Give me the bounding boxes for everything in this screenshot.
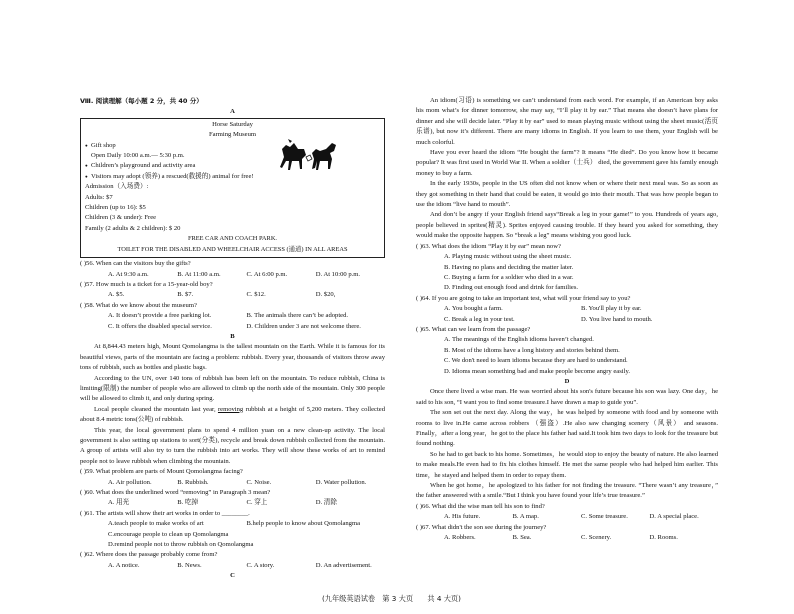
horse-illustration <box>276 137 338 173</box>
poster-admission: Admission（入场费）: <box>85 183 149 191</box>
option-a: A. The meanings of the English idioms haven’t changed. <box>444 336 594 344</box>
question-stem: ( )67. What didn't the son see during the journey? <box>416 523 547 531</box>
question-59 <box>80 467 385 488</box>
question-stem: ( )57. How much is a ticket for a 15-year-old boy? <box>80 280 213 288</box>
poster-children-small: Children (3 & under): Free <box>85 214 157 222</box>
option-a: A. 用光 <box>108 499 130 507</box>
passage-d-letter: D <box>564 377 570 385</box>
option-c: C. Break a leg in your test. <box>444 315 515 323</box>
passage-c-paragraph-1: An idiom(习语) is something we can’t understand from each word. For example, if an American boy asks his mom what’s for dinner tomorrow, she may say, “I’ll play it by ear.” That means she doesn’t have plans for dinner and she will decide later. “Play it by ear” used to mean playing music without using the sheet music(活页乐谱), but now it’s different. There are many idioms in English. If you learn to use them, your English will be much colorful. <box>416 97 718 146</box>
option-d: D. Water pollution. <box>315 478 367 486</box>
question-63 <box>416 242 718 294</box>
poster-adults: Adults: $7 <box>85 193 113 201</box>
option-b: B.help people to know about Qomolangma <box>246 520 361 528</box>
option-a: A. Robbers. <box>444 534 476 542</box>
underlined-word: removing <box>217 405 244 413</box>
question-stem: ( )61. The artists will show their art works in order to ________. <box>80 509 250 517</box>
option-c: C. A story. <box>246 561 275 569</box>
option-b: B. The animals there can’t be adopted. <box>246 312 349 320</box>
option-a: A. You bought a farm. <box>444 305 503 313</box>
option-b: B. Rubbish. <box>177 478 209 486</box>
question-57 <box>80 280 385 301</box>
option-a: A. A notice. <box>108 561 140 569</box>
option-d: D. Children under 3 are not welcome there. <box>246 322 361 330</box>
option-d: D. An advertisement. <box>315 561 372 569</box>
question-66 <box>416 502 718 523</box>
option-a: A. At 9:30 a.m. <box>108 270 149 278</box>
question-65 <box>416 325 718 377</box>
passage-c-paragraph-3: In the early 1930s, people in the US often did not know when or where their next meal was. So as soon as they got something in their hand that could be eaten, it would go into their mouth. That was how people began to use the idiom “live hand to mouth”. <box>416 180 718 209</box>
option-a: A.teach people to make works of art <box>108 520 204 528</box>
passage-c-paragraph-4: And don’t be angry if your English friend says“Break a leg in your game!” to you. Hundreds of years ago, people believed in sprites(精灵). Sprites enjoyed causing trouble. If they heard you asked for something, they would make the opposite happen. So “break a leg” means wishing you good luck. <box>416 211 718 240</box>
poster-adopt: ● Visitors may adopt (领养) a rescued(救援的) animal for free! <box>85 172 380 182</box>
poster-toilet: TOILET FOR THE DISABLED AND WHEELCHAIR ACCESS (通道) IN ALL AREAS <box>117 245 348 253</box>
passage-c-paragraph-2: Have you ever heard the idiom “He bought the farm”? It means “He died”. Do you know how it became popular? It was first used in World War II. When a soldier（士兵） died, the government gave his family enough money to buy a farm. <box>416 149 718 177</box>
question-58 <box>80 301 385 332</box>
question-64 <box>416 294 718 325</box>
option-a: A. His future. <box>444 513 481 521</box>
option-c: C. We don't need to learn idioms because they are hard to understand. <box>444 357 628 365</box>
option-a: A. Air pollution. <box>108 478 152 486</box>
option-b: B. Most of the idioms have a long history and stories behind them. <box>444 346 620 354</box>
passage-b-letter: B <box>230 332 235 340</box>
option-a: A. $5. <box>108 291 125 299</box>
option-c: C. It offers the disabled special service. <box>108 322 212 330</box>
poster-gift-shop: ● Gift shop <box>85 141 380 151</box>
poster-open-hours: Open Daily 10:00 a.m.— 5:30 p.m. <box>91 152 185 160</box>
poster-free-park: FREE CAR AND COACH PARK. <box>187 235 278 243</box>
question-62 <box>80 550 385 571</box>
passage-b-paragraph-1: At 8,844.43 meters high, Mount Qomolangma is the tallest mountain on the Earth. While it is famous for its beautiful views, parts of the mountain are facing a problem: rubbish. Every year, thousands of visitors throw away tons of rubbish, such as bottles and plastic bags. <box>80 343 385 372</box>
section-title: Ⅷ. 阅读理解（每小题 2 分，共 40 分） <box>80 97 203 105</box>
left-column <box>80 96 385 582</box>
question-stem: ( )64. If you are going to take an important test, what will your friend say to you? <box>416 294 631 302</box>
question-stem: ( )58. What do we know about the museum? <box>80 301 197 309</box>
page-footer: (九年级英语试卷 第 3 大页 共 4 大页) <box>322 594 461 603</box>
poster-family: Family (2 adults & 2 children): $ 20 <box>85 224 181 232</box>
passage-d-paragraph-2: The son set out the next day. Along the way，he was helped by someone with food and by someone with rooms to live in.He came across robbers （强盗）.He also saw changing scenery（风景） and seasons. Finally，after a long year，he got to the place his father had said.It took him two days to look for the treasure but found nothing. <box>416 409 718 448</box>
question-61 <box>80 509 385 551</box>
passage-d-paragraph-1: Once there lived a wise man. He was worried about his son's future because his son was lazy. One day，he said to his son, “I want you to find some treasure.I have drawn a map to guide you”. <box>416 388 718 406</box>
passage-b-paragraph-2: According to the UN, over 140 tons of rubbish has been left on the mountain. To reduce rubbish, China is limiting(限制) the number of people who are allowed to climb up the north side of the mountain. Only 300 people will be allowed to climb it, and only during spring. <box>80 374 385 403</box>
option-d: D. At 10:00 p.m. <box>315 270 361 278</box>
option-b: B. A map. <box>512 513 539 521</box>
passage-c-letter: C <box>230 572 235 580</box>
option-b: B. News. <box>177 561 202 569</box>
option-c: C. 穿上 <box>246 499 268 507</box>
option-c: C.encourage people to clean up Qomolangma <box>108 530 229 538</box>
option-c: C. Some treasure. <box>581 513 628 521</box>
passage-d-paragraph-4: When he got home，he apologized to his father for not finding the treasure. “There wasn’t any treasure，” the father answered with a smile.“But I think you have found your life’s true treasure.” <box>416 482 718 500</box>
question-stem: ( )63. What does the idiom “Play it by ear” mean now? <box>416 242 561 250</box>
option-d: D. Rooms. <box>649 534 678 542</box>
option-b: B. Sea. <box>512 534 532 542</box>
option-c: C. At 6:00 p.m. <box>246 270 288 278</box>
question-stem: ( )62. Where does the passage probably come from? <box>80 551 218 559</box>
question-67 <box>416 523 718 544</box>
museum-poster <box>80 118 385 258</box>
option-d: D. Idioms mean something bad and make people become angry easily. <box>444 367 630 375</box>
passage-d-paragraph-3: So he had to get back to his home. Sometimes，he would stop to enjoy the beauty of nature. He also learned to make meals.He even had to fix his clothes himself. He met the same people who had helped him earlier. This time，he stayed and helped them in order to repay them. <box>416 450 718 479</box>
question-60 <box>80 488 385 509</box>
poster-title-1: Horse Saturday <box>212 120 253 128</box>
question-stem: ( )60. What does the underlined word “removing” in Paragraph 3 mean? <box>80 489 271 497</box>
option-b: B. You'll play it by ear. <box>581 305 642 313</box>
question-56 <box>80 259 385 280</box>
option-c: C. Scenery. <box>581 534 612 542</box>
passage-b-paragraph-4: This year, the local government plans to spend 4 million yuan on a new clean-up activity. The local government is also setting up stations to sort(分类), recycle and break down rubbish collected from the mountain. A group of artists will also try to turn the rubbish into art works. They will show these works of art to remind people not to leave rubbish when climbing the mountain. <box>80 426 385 465</box>
option-d: D. You live hand to mouth. <box>581 315 653 323</box>
option-b: B. 吃掉 <box>177 499 199 507</box>
option-a: A. Playing music without using the sheet music. <box>444 253 572 261</box>
option-c: C. Buying a farm for a soldier who died in a war. <box>444 273 574 281</box>
option-b: B. Having no plans and deciding the matter later. <box>444 263 574 271</box>
option-d: D. $20, <box>315 291 336 299</box>
option-a: A. It doesn’t provide a free parking lot. <box>108 312 212 320</box>
question-stem: ( )56. When can the visitors buy the gifts? <box>80 260 191 268</box>
poster-title-2: Farming Museum <box>208 131 257 139</box>
option-b: B. At 11:00 a.m. <box>177 270 221 278</box>
option-c: C. Noise. <box>246 478 272 486</box>
question-stem: ( )66. What did the wise man tell his son to find? <box>416 502 545 510</box>
passage-b-paragraph-3: Local people cleaned the mountain last year, removing rubbish at a height of 5,200 meters. They collected about 8.4 metric tons(公吨) of rubbish. <box>80 405 386 424</box>
option-d: D.remind people not to throw rubbish on Qomolangma <box>108 541 254 549</box>
passage-a-letter: A <box>230 108 235 116</box>
option-b: B. $7. <box>177 291 194 299</box>
option-d: D. 清除 <box>315 499 337 507</box>
question-stem: ( )65. What can we learn from the passage? <box>416 325 531 333</box>
option-d: D. Finding out enough food and drink for families. <box>444 284 579 292</box>
question-stem: ( )59. What problem are parts of Mount Qomolangma facing? <box>80 468 243 476</box>
poster-playground: ● Children’s playground and activity area <box>85 161 380 171</box>
right-column <box>416 96 718 543</box>
option-c: C. $12. <box>246 291 266 299</box>
poster-children: Children (up to 16): $5 <box>85 204 146 212</box>
option-d: D. A special place. <box>649 513 699 521</box>
